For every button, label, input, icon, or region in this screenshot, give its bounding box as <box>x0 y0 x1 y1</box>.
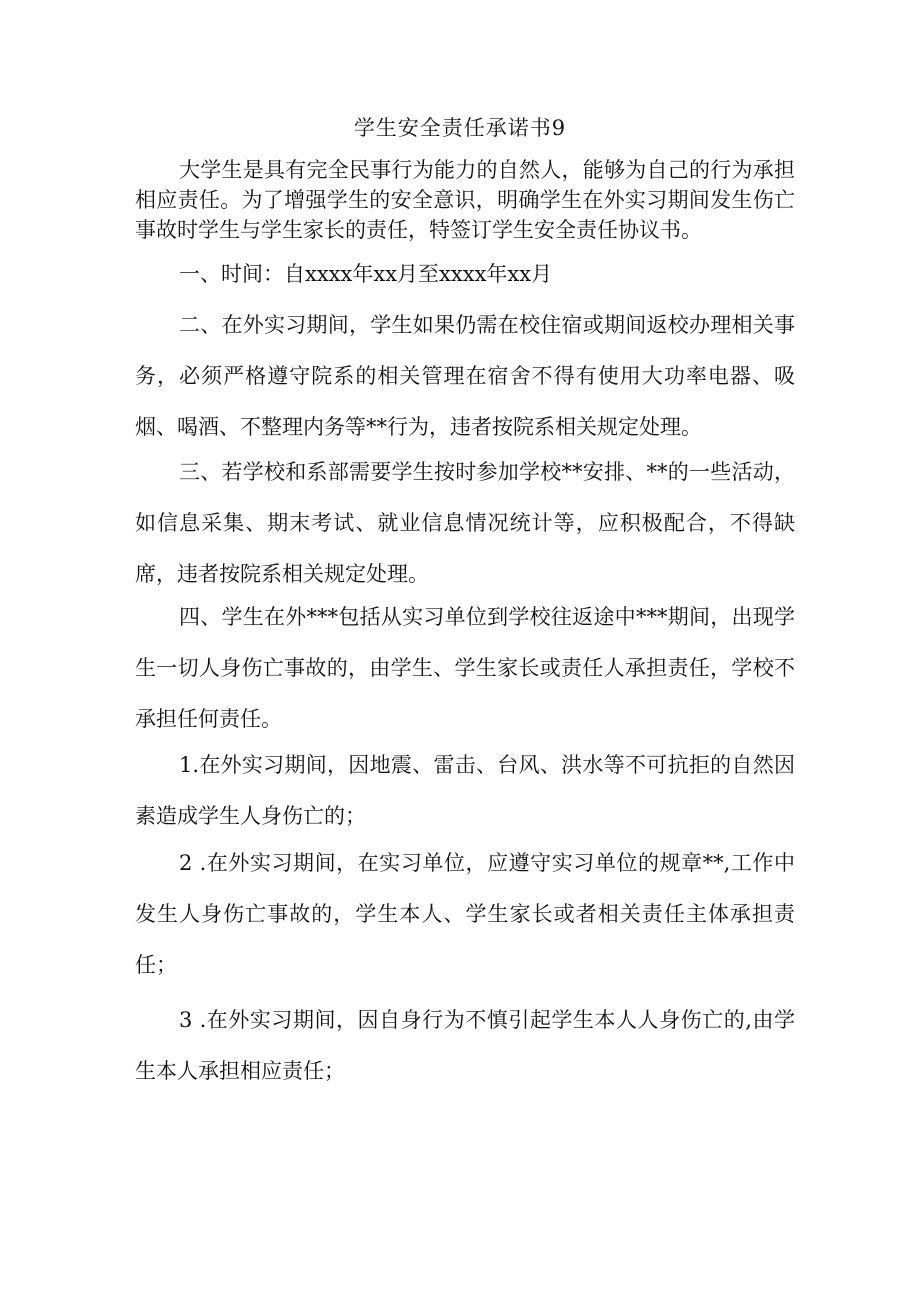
clause-four: 四、学生在外***包括从实习单位到学校往返途中***期间，出现学生一切人身伤亡事故的，由学生、学生家长或责任人承担责任，学校不承担任何责任。 <box>135 605 795 731</box>
item-one: 1.在外实习期间，因地震、雷击、台风、洪水等不可抗拒的自然因素造成学生人身伤亡的； <box>135 753 795 828</box>
item-two: 2 .在外实习期间，在实习单位，应遵守实习单位的规章**,工作中发生人身伤亡事故的，学生本人、学生家长或者相关责任主体承担责任； <box>135 851 795 977</box>
clause-three: 三、若学校和系部需要学生按时参加学校**安排、**的一些活动，如信息采集、期末考试、就业信息情况统计等，应积极配合，不得缺席，违者按院系相关规定处理。 <box>135 460 795 586</box>
clause-time: 一、时间：自xxxx年xx月至xxxx年xx月 <box>179 262 553 286</box>
document-title: 学生安全责任承诺书9 <box>353 116 567 140</box>
item-three: 3 .在外实习期间，因自身行为不慎引起学生本人人身伤亡的,由学生本人承担相应责任； <box>135 1008 795 1083</box>
intro-paragraph: 大学生是具有完全民事行为能力的自然人，能够为自己的行为承担相应责任。为了增强学生的安全意识，明确学生在外实习期间发生伤亡事故时学生与学生家长的责任，特签订学生安全责任协议书。 <box>135 158 795 242</box>
clause-two: 二、在外实习期间，学生如果仍需在校住宿或期间返校办理相关事务，必须严格遵守院系的相关管理在宿舍不得有使用大功率电器、吸烟、喝酒、不整理内务等**行为，违者按院系相关规定处理。 <box>135 313 795 439</box>
